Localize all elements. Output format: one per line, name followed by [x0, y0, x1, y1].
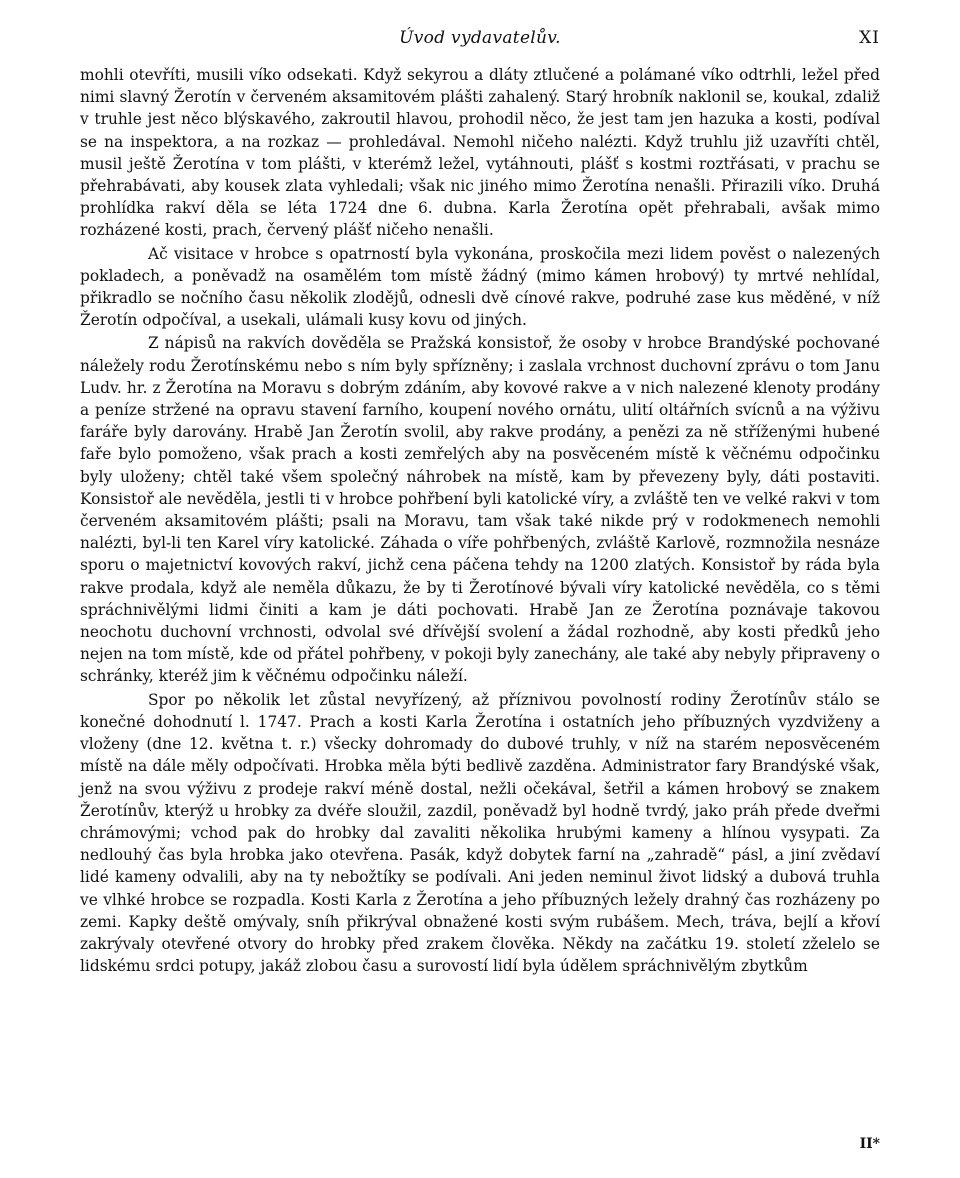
running-title: Úvod vydavatelův. [399, 28, 561, 48]
paragraph: Ač visitace v hrobce s opatrností byla vykonána, proskočila mezi lidem pověst o nalezených pokladech, a poněvadž na osamělém tom místě žádný (mimo kámen hrobový) ty mrtvé nehlídal, přikradlo se nočního času několik zlodějů, odnesli dvě cínové rakve, podruhé zase kus měděné, v níž Žerotín odpočíval, a usekali, ulámali kusy kovu od jiných. [80, 244, 880, 330]
page-number: XI [859, 28, 880, 48]
paragraph: mohli otevříti, musili víko odsekati. Když sekyrou a dláty ztlučené a polámané víko odtrhli, ležel před nimi slavný Žerotín v červeném aksamitovém plášti zahalený. Starý hrobník naklonil se, koukal, zdaliž v truhle jest něco blýskavého, zakroutil hlavou, prohodil něco, že jest tam jen hazuka a kosti, podíval se na inspektora, a na rozkaz — prohledával. Nemohl ničeho nalézti. Když truhlu již uzavříti chtěl, musil ještě Žerotína v tom plášti, v kterémž ležel, vytáhnouti, plášť s kostmi roztřásati, v prachu se přehrabávati, aby kousek zlata vyhledali; však nic jiného mimo Žerotína nenašli. Přirazili víko. Druhá prohlídka rakví děla se léta 1724 dne 6. dubna. Karla Žerotína opět přehrabali, avšak mimo rozházené kosti, prach, červený plášť ničeho nenašli. [80, 66, 880, 240]
page-header [80, 28, 880, 54]
paragraph: Spor po několik let zůstal nevyřízený, až příznivou povolností rodiny Žerotínův stálo se konečné dohodnutí l. 1747. Prach a kosti Karla Žerotína i ostatních jeho příbuzných vyzdviženy a vloženy (dne 12. května t. r.) všecky dohromady do dubové truhly, v níž na starém neposvěceném místě na dále měly odpočívati. Hrobka měla býti bedlivě zazděna. Administrator fary Brandýské však, jenž na svou výživu z prodeje rakví méně dostal, nežli očekával, šetřil a kámen hrobový se znakem Žerotínův, kterýž u hrobky za dvéře sloužil, zazdil, poněvadž byl hodně tvrdý, jako práh přede dveřmi chrámovými; vchod pak do hrobky dal zavaliti několika hrubými kameny a hlínou vysypati. Za nedlouhý čas byla hrobka jako otevřena. Pasák, když dobytek farní na „zahradě“ pásl, a jiní zvědaví lidé kameny odvalili, aby na ty nebožtíky se podívali. Ani jeden neminul život lidský a dubová truhla ve vlhké hrobce se rozpadla. Kosti Karla z Žerotína a jeho příbuzných ležely drahný čas rozházeny po zemi. Kapky deště omývaly, sníh přikrýval obnažené kosti svým rubášem. Mech, tráva, bejlí a křoví zakrývaly otevřené otvory do hrobky před zrakem člověka. Někdy na začátku 19. století zželelo se lidskému srdci potupy, jakáž zlobou času a surovostí lidí byla údělem spráchnivělým zbytkům [80, 690, 880, 976]
signature-mark: II* [859, 1136, 880, 1152]
body-text [80, 64, 880, 978]
paragraph: Z nápisů na rakvích dověděla se Pražská konsistoř, že osoby v hrobce Brandýské pochované náležely rodu Žerotínskému nebo s ním byly spřízněny; i zaslala vrchnost duchovní zprávu o tom Janu Ludv. hr. z Žerotína na Moravu s dobrým zdáním, aby kovové rakve a v nich nalezené klenoty prodány a peníze stržené na opravu stavení farního, koupení nového ornátu, ulití oltářních svícnů a na výživu faráře byly darovány. Hrabě Jan Žerotín svolil, aby rakve prodány, a penězi za ně stříženými hubené faře bylo pomoženo, však prach a kosti zemřelých aby na posvěceném místě k věčnému odpočinku byly uloženy; chtěl také všem společný náhrobek na místě, kam by převezeny byly, dáti postaviti. Konsistoř ale nevěděla, jestli ti v hrobce pohřbení byli katolické víry, a zvláště ten ve velké rakvi v tom červeném aksamitovém plášti; psali na Moravu, tam však také nikde prý v rodokmenech nemohli nalézti, byl-li ten Karel víry katolické. Záhada o víře pohřbených, zvláště Karlově, rozmnožila nesnáze sporu o majetnictví kovových rakví, jichž cena páčena tehdy na 1200 zlatých. Konsistoř by ráda byla rakve prodala, když ale neměla důkazu, že by ti Žerotínové bývali víry katolické nevěděla, co s těmi spráchnivělými lidmi činiti a kam je dáti pochovati. Hrabě Jan ze Žerotína poznávaje takovou neochotu duchovní vrchnosti, odvolal své dřívější svolení a žádal rozhodně, aby kosti předků jeho nejen na tom místě, kde od přátel pohřbeny, v pokoji byly zanechány, ale také aby nebyly připraveny o schránky, kteréž jim k věčnému odpočinku náleží. [80, 334, 880, 686]
